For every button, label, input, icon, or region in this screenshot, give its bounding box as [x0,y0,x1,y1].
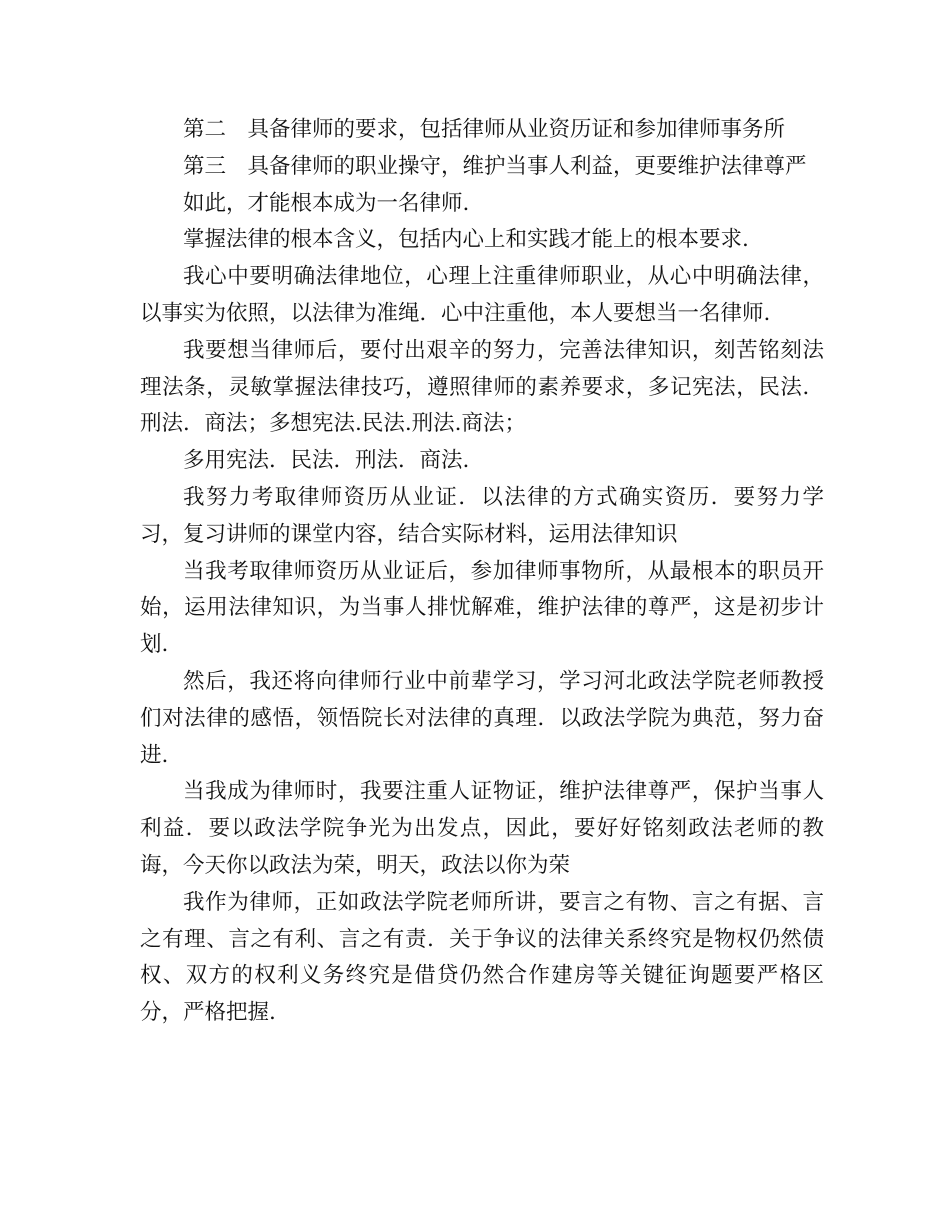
paragraph-11: 当我成为律师时，我要注重人证物证，维护法律尊严，保护当事人利益．要以政法学院争光为出发点，因此，要好好铭刻政法老师的教诲，今天你以政法为荣，明天，政法以你为荣 [140,779,824,878]
paragraph-1: 第二 具备律师的要求，包括律师从业资历证和参加律师事务所 [183,117,786,142]
document-body [140,112,824,1032]
paragraph-2: 第三 具备律师的职业操守，维护当事人利益，更要维护法律尊严 [183,153,807,179]
paragraph-9: 当我考取律师资历从业证后，参加律师事物所，从最根本的职员开始，运用法律知识，为当事人排忧解难，维护法律的尊严，这是初步计划. [140,558,824,658]
paragraph-6: 我要想当律师后，要付出艰辛的努力，完善法律知识，刻苦铭刻法理法条，灵敏掌握法律技巧，遵照律师的素养要求，多记宪法，民法．刑法．商法；多想宪法.民法.刑法.商法； [140,337,824,437]
paragraph-8: 我努力考取律师资历从业证．以法律的方式确实资历．要努力学习，复习讲师的课堂内容，结合实际材料，运用法律知识 [140,484,824,547]
paragraph-10: 然后，我还将向律师行业中前辈学习，学习河北政法学院老师教授们对法律的感悟，领悟院长对法律的真理．以政法学院为典范，努力奋进. [140,668,824,768]
paragraph-12: 我作为律师，正如政法学院老师所讲，要言之有物、言之有据、言之有理、言之有利、言之有责．关于争议的法律关系终究是物权仍然债权、双方的权利义务终究是借贷仍然合作建房等关键征询题要严格区分，严格把握. [140,889,824,1026]
paragraph-4: 掌握法律的根本含义，包括内心上和实践才能上的根本要求. [183,227,749,253]
paragraph-7: 多用宪法．民法．刑法．商法. [183,448,470,474]
paragraph-3: 如此，才能根本成为一名律师. [183,190,470,216]
paragraph-5: 我心中要明确法律地位，心理上注重律师职业，从心中明确法律，以事实为依照，以法律为准绳．心中注重他，本人要想当一名律师. [140,264,824,326]
